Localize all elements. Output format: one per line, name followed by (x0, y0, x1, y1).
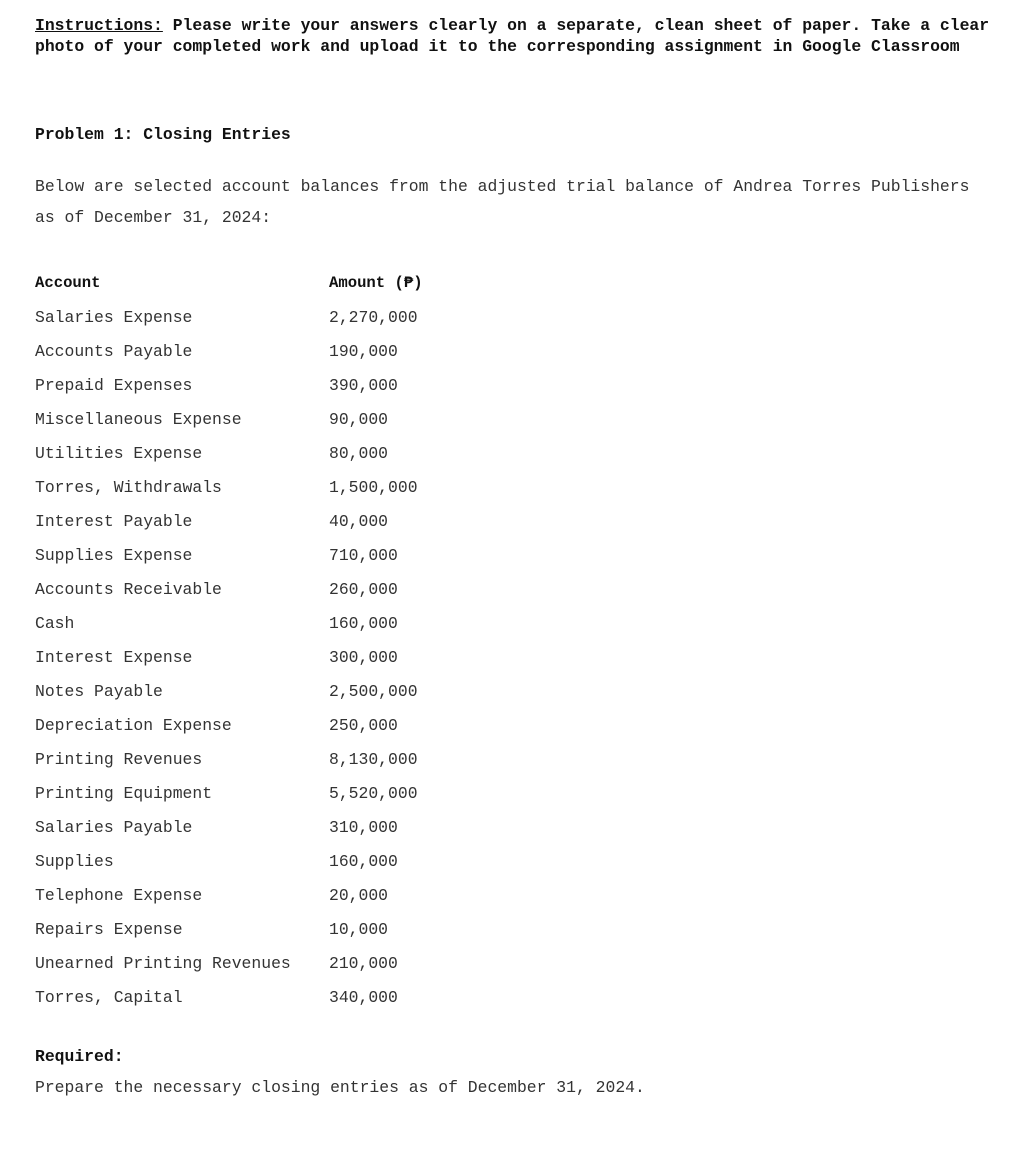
account-amount: 8,130,000 (329, 749, 418, 769)
document-page (35, 15, 1005, 1097)
table-row (35, 606, 423, 640)
table-header-row (35, 266, 423, 300)
account-amount: 390,000 (329, 375, 398, 395)
table-row (35, 334, 423, 368)
account-name: Interest Expense (35, 647, 193, 667)
required-label: Required: (35, 1047, 124, 1066)
table-row (35, 504, 423, 538)
account-name: Torres, Withdrawals (35, 477, 222, 497)
account-name: Telephone Expense (35, 885, 203, 905)
account-balance-table (35, 266, 423, 1014)
table-row (35, 844, 423, 878)
account-name: Prepaid Expenses (35, 375, 193, 395)
account-amount: 5,520,000 (329, 783, 418, 803)
account-name: Repairs Expense (35, 919, 183, 939)
account-name: Utilities Expense (35, 443, 203, 463)
table-row (35, 878, 423, 912)
account-amount: 10,000 (329, 919, 389, 939)
account-name: Printing Revenues (35, 749, 203, 769)
instructions-paragraph (35, 15, 1005, 57)
table-row (35, 674, 423, 708)
table-row (35, 402, 423, 436)
account-amount: 90,000 (329, 409, 389, 429)
table-row (35, 436, 423, 470)
account-amount: 300,000 (329, 647, 398, 667)
account-name: Printing Equipment (35, 783, 213, 803)
table-row (35, 538, 423, 572)
account-amount: 80,000 (329, 443, 389, 463)
required-text: Prepare the necessary closing entries as of December 31, 2024. (35, 1078, 645, 1097)
account-amount: 260,000 (329, 579, 398, 599)
account-amount: 160,000 (329, 851, 398, 871)
table-row (35, 912, 423, 946)
account-name: Depreciation Expense (35, 715, 232, 735)
table-row (35, 946, 423, 980)
account-name: Supplies (35, 851, 114, 871)
account-amount: 250,000 (329, 715, 398, 735)
account-amount: 2,500,000 (329, 681, 418, 701)
account-name: Notes Payable (35, 681, 163, 701)
account-name: Torres, Capital (35, 987, 183, 1007)
instructions-text: Please write your answers clearly on a separate, clean sheet of paper. Take a clear photo of your completed work and upload it to the corresponding assignment in Google Classroom (35, 16, 990, 56)
account-name: Salaries Payable (35, 817, 193, 837)
account-amount: 20,000 (329, 885, 389, 905)
account-name: Cash (35, 613, 75, 633)
account-amount: 710,000 (329, 545, 398, 565)
account-amount: 210,000 (329, 953, 398, 973)
account-amount: 2,270,000 (329, 307, 418, 327)
problem-title: Problem 1: Closing Entries (35, 125, 291, 144)
account-amount: 1,500,000 (329, 477, 418, 497)
account-name: Miscellaneous Expense (35, 409, 242, 429)
account-column-header: Account (35, 274, 101, 292)
table-row (35, 980, 423, 1014)
account-name: Accounts Payable (35, 341, 193, 361)
account-name: Salaries Expense (35, 307, 193, 327)
account-amount: 340,000 (329, 987, 398, 1007)
account-amount: 190,000 (329, 341, 398, 361)
table-row (35, 776, 423, 810)
account-amount: 160,000 (329, 613, 398, 633)
account-name: Unearned Printing Revenues (35, 953, 291, 973)
account-name: Interest Payable (35, 511, 193, 531)
table-row (35, 810, 423, 844)
table-row (35, 470, 423, 504)
instructions-label: Instructions: (35, 16, 163, 35)
amount-column-header: Amount (₱) (329, 274, 423, 292)
account-amount: 40,000 (329, 511, 389, 531)
table-row (35, 742, 423, 776)
table-row (35, 640, 423, 674)
table-row (35, 368, 423, 402)
problem-intro: Below are selected account balances from the adjusted trial balance of Andrea Torres Publishers as of December 31, 2024: (35, 177, 970, 227)
table-row (35, 708, 423, 742)
account-name: Supplies Expense (35, 545, 193, 565)
account-name: Accounts Receivable (35, 579, 222, 599)
table-row (35, 572, 423, 606)
account-amount: 310,000 (329, 817, 398, 837)
table-row (35, 300, 423, 334)
